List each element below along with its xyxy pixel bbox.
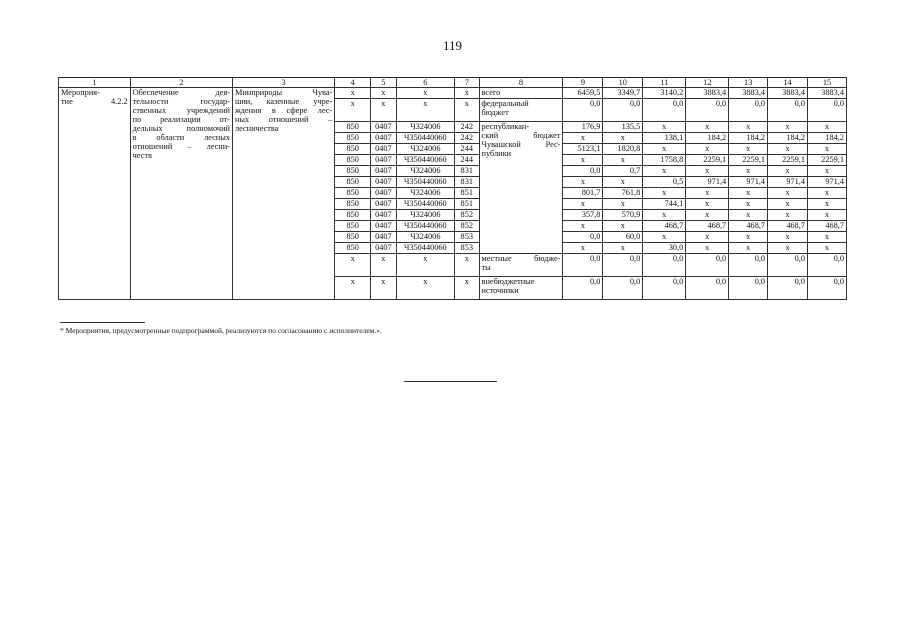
value-cell: 2259,1: [686, 155, 729, 166]
value-cell: 138,1: [643, 133, 686, 144]
code-cell: Ч350440060: [396, 199, 454, 210]
value-cell: 357,8: [563, 210, 603, 221]
code-cell: 0407: [371, 177, 397, 188]
value-cell: 3883,4: [807, 88, 846, 99]
code-cell: x: [396, 254, 454, 277]
value-cell: 1758,8: [643, 155, 686, 166]
code-cell: 850: [335, 166, 371, 177]
value-cell: x: [807, 122, 846, 133]
code-cell: 850: [335, 177, 371, 188]
value-cell: x: [563, 133, 603, 144]
code-cell: 850: [335, 243, 371, 254]
value-cell: 1820,8: [603, 144, 643, 155]
code-cell: 244: [455, 144, 480, 155]
executor-cell-line: Минприроды Чува-: [234, 88, 333, 97]
value-cell: x: [729, 144, 768, 155]
column-number-cell: 5: [371, 78, 397, 88]
value-cell: x: [768, 166, 808, 177]
value-cell: x: [729, 166, 768, 177]
value-cell: x: [729, 188, 768, 199]
column-number-cell: 2: [130, 78, 232, 88]
value-cell: 0,0: [768, 99, 808, 122]
value-cell: 184,2: [686, 133, 729, 144]
code-cell: 0407: [371, 243, 397, 254]
code-cell: 0407: [371, 155, 397, 166]
code-cell: 0407: [371, 166, 397, 177]
value-cell: 0,0: [686, 277, 729, 300]
value-cell: x: [807, 232, 846, 243]
description-cell-line: честв: [132, 151, 152, 160]
value-cell: x: [807, 199, 846, 210]
value-cell: 0,0: [643, 254, 686, 277]
code-cell: 242: [455, 133, 480, 144]
value-cell: 0,0: [643, 277, 686, 300]
footnote-divider: [60, 322, 145, 323]
column-number-cell: 9: [563, 78, 603, 88]
value-cell: x: [643, 166, 686, 177]
code-cell: 850: [335, 232, 371, 243]
value-cell: x: [686, 188, 729, 199]
republic-budget-line: ский бюджет: [481, 131, 561, 140]
code-cell: 853: [455, 232, 480, 243]
source-line: бюджет: [481, 108, 509, 117]
value-cell: x: [563, 155, 603, 166]
code-cell: 0407: [371, 144, 397, 155]
value-cell: 184,2: [768, 133, 808, 144]
value-cell: 3883,4: [729, 88, 768, 99]
table-row: [59, 88, 847, 99]
value-cell: x: [729, 243, 768, 254]
code-cell: 244: [455, 155, 480, 166]
value-cell: 0,0: [563, 99, 603, 122]
value-cell: x: [686, 232, 729, 243]
value-cell: 0,0: [768, 277, 808, 300]
value-cell: 3349,7: [603, 88, 643, 99]
value-cell: x: [686, 243, 729, 254]
value-cell: x: [686, 210, 729, 221]
activity-cell: [59, 88, 131, 300]
value-cell: 0,7: [603, 166, 643, 177]
value-cell: x: [807, 243, 846, 254]
value-cell: x: [807, 188, 846, 199]
value-cell: x: [686, 166, 729, 177]
page-number: 119: [442, 38, 463, 53]
value-cell: 468,7: [686, 221, 729, 232]
code-cell: 850: [335, 122, 371, 133]
code-cell: 850: [335, 210, 371, 221]
code-cell: Ч324006: [396, 144, 454, 155]
code-cell: x: [371, 99, 397, 122]
value-cell: x: [563, 243, 603, 254]
code-cell: Ч350440060: [396, 155, 454, 166]
code-cell: x: [455, 99, 480, 122]
code-cell: 242: [455, 122, 480, 133]
value-cell: x: [768, 199, 808, 210]
source-cell: [479, 277, 563, 300]
executor-cell-line: ждения в сфере лес-: [234, 106, 333, 115]
value-cell: 30,0: [643, 243, 686, 254]
value-cell: x: [643, 122, 686, 133]
code-cell: 851: [455, 188, 480, 199]
value-cell: x: [563, 221, 603, 232]
code-cell: 850: [335, 188, 371, 199]
source-line: ты: [481, 263, 491, 272]
value-cell: 2259,1: [807, 155, 846, 166]
value-cell: x: [686, 144, 729, 155]
activity-cell-line: Мероприя-: [61, 88, 100, 97]
value-cell: 971,4: [686, 177, 729, 188]
value-cell: x: [807, 144, 846, 155]
code-cell: x: [335, 99, 371, 122]
value-cell: x: [807, 166, 846, 177]
value-cell: 0,0: [807, 277, 846, 300]
source-cell: [479, 99, 563, 122]
code-cell: 831: [455, 166, 480, 177]
value-cell: x: [643, 232, 686, 243]
code-cell: Ч350440060: [396, 177, 454, 188]
value-cell: 570,9: [603, 210, 643, 221]
code-cell: 852: [455, 221, 480, 232]
value-cell: 0,0: [686, 99, 729, 122]
code-cell: x: [455, 88, 480, 99]
description-cell-line: Обеспечение дея-: [132, 88, 230, 97]
code-cell: 0407: [371, 232, 397, 243]
value-cell: x: [603, 133, 643, 144]
code-cell: x: [455, 254, 480, 277]
value-cell: x: [768, 210, 808, 221]
value-cell: 468,7: [729, 221, 768, 232]
code-cell: Ч324006: [396, 188, 454, 199]
code-cell: Ч350440060: [396, 243, 454, 254]
code-cell: Ч350440060: [396, 221, 454, 232]
code-cell: 850: [335, 199, 371, 210]
value-cell: 971,4: [729, 177, 768, 188]
value-cell: 3140,2: [643, 88, 686, 99]
column-number-row: [59, 78, 847, 88]
code-cell: 0407: [371, 199, 397, 210]
code-cell: 0407: [371, 122, 397, 133]
value-cell: x: [807, 210, 846, 221]
value-cell: 468,7: [643, 221, 686, 232]
code-cell: x: [396, 99, 454, 122]
column-number-cell: 4: [335, 78, 371, 88]
value-cell: x: [603, 199, 643, 210]
budget-table: [58, 77, 847, 300]
republic-budget-line: Чувашской Рес-: [481, 140, 561, 149]
column-number-cell: 6: [396, 78, 454, 88]
value-cell: 0,0: [643, 99, 686, 122]
value-cell: 0,0: [807, 99, 846, 122]
code-cell: 851: [455, 199, 480, 210]
value-cell: 0,0: [603, 277, 643, 300]
value-cell: x: [729, 199, 768, 210]
value-cell: x: [768, 122, 808, 133]
code-cell: Ч324006: [396, 232, 454, 243]
description-cell-line: в области лесных: [132, 133, 230, 142]
value-cell: x: [768, 144, 808, 155]
executor-cell-line: ных отношений –: [234, 115, 333, 124]
source-cell: всего: [479, 88, 563, 99]
republic-budget-line: республикан-: [481, 122, 530, 131]
column-number-cell: 1: [59, 78, 131, 88]
description-cell-line: тельности государ-: [132, 97, 230, 106]
value-cell: 176,9: [563, 122, 603, 133]
code-cell: x: [455, 277, 480, 300]
value-cell: 0,0: [768, 254, 808, 277]
value-cell: 0,0: [603, 99, 643, 122]
code-cell: x: [335, 277, 371, 300]
code-cell: Ч324006: [396, 166, 454, 177]
value-cell: 0,0: [603, 254, 643, 277]
description-cell-line: ственных учреждений: [132, 106, 230, 115]
value-cell: 744,1: [643, 199, 686, 210]
code-cell: x: [371, 88, 397, 99]
column-number-cell: 13: [729, 78, 768, 88]
code-cell: 0407: [371, 210, 397, 221]
code-cell: 831: [455, 177, 480, 188]
code-cell: x: [396, 88, 454, 99]
end-divider: [404, 381, 497, 382]
value-cell: 0,5: [643, 177, 686, 188]
value-cell: x: [768, 232, 808, 243]
value-cell: x: [643, 210, 686, 221]
value-cell: x: [768, 243, 808, 254]
code-cell: 0407: [371, 133, 397, 144]
value-cell: x: [603, 177, 643, 188]
code-cell: x: [371, 277, 397, 300]
source-cell: [479, 254, 563, 277]
value-cell: 0,0: [563, 277, 603, 300]
column-number-cell: 14: [768, 78, 808, 88]
value-cell: 0,0: [563, 232, 603, 243]
value-cell: 3883,4: [768, 88, 808, 99]
value-cell: 2259,1: [768, 155, 808, 166]
code-cell: 852: [455, 210, 480, 221]
code-cell: 850: [335, 133, 371, 144]
value-cell: x: [563, 199, 603, 210]
source-line: федеральный: [481, 99, 529, 108]
code-cell: 853: [455, 243, 480, 254]
description-cell-line: дельных полномочий: [132, 124, 230, 133]
value-cell: 6459,5: [563, 88, 603, 99]
value-cell: 2259,1: [729, 155, 768, 166]
code-cell: x: [371, 254, 397, 277]
executor-cell: [232, 88, 334, 300]
value-cell: 801,7: [563, 188, 603, 199]
code-cell: 0407: [371, 221, 397, 232]
description-cell-line: отношений – лесни-: [132, 142, 230, 151]
description-cell: [130, 88, 232, 300]
value-cell: 135,5: [603, 122, 643, 133]
value-cell: x: [603, 155, 643, 166]
value-cell: 60,0: [603, 232, 643, 243]
value-cell: 468,7: [807, 221, 846, 232]
value-cell: 0,0: [563, 254, 603, 277]
value-cell: x: [686, 122, 729, 133]
code-cell: 850: [335, 144, 371, 155]
column-number-cell: 8: [479, 78, 563, 88]
value-cell: 0,0: [729, 99, 768, 122]
value-cell: 971,4: [807, 177, 846, 188]
column-number-cell: 12: [686, 78, 729, 88]
value-cell: 0,0: [729, 254, 768, 277]
value-cell: 0,0: [729, 277, 768, 300]
value-cell: x: [603, 243, 643, 254]
column-number-cell: 7: [455, 78, 480, 88]
value-cell: x: [768, 188, 808, 199]
code-cell: x: [335, 88, 371, 99]
code-cell: Ч350440060: [396, 133, 454, 144]
value-cell: x: [686, 199, 729, 210]
executor-cell-line: шии, казенные учре-: [234, 97, 333, 106]
value-cell: 468,7: [768, 221, 808, 232]
footnote: * Мероприятия, предусмотренные подпрограммой, реализуются по согласованию с исполнителем.».: [60, 326, 382, 335]
code-cell: x: [396, 277, 454, 300]
value-cell: x: [643, 188, 686, 199]
value-cell: 184,2: [807, 133, 846, 144]
value-cell: x: [729, 122, 768, 133]
value-cell: x: [643, 144, 686, 155]
column-number-cell: 11: [643, 78, 686, 88]
code-cell: x: [335, 254, 371, 277]
code-cell: 850: [335, 155, 371, 166]
republic-budget-line: публики: [481, 149, 512, 158]
value-cell: x: [603, 221, 643, 232]
code-cell: 0407: [371, 188, 397, 199]
value-cell: x: [729, 232, 768, 243]
column-number-cell: 3: [232, 78, 334, 88]
value-cell: 0,0: [807, 254, 846, 277]
source-line: источники: [481, 286, 519, 295]
source-line: местные бюдже-: [481, 254, 561, 263]
source-line: внебюджетные: [481, 277, 535, 286]
value-cell: 971,4: [768, 177, 808, 188]
executor-cell-line: лесничества: [234, 124, 279, 133]
value-cell: 3883,4: [686, 88, 729, 99]
value-cell: 5123,1: [563, 144, 603, 155]
value-cell: x: [563, 177, 603, 188]
code-cell: Ч324006: [396, 210, 454, 221]
value-cell: 0,0: [563, 166, 603, 177]
republic-budget-cell: [479, 122, 563, 254]
value-cell: 0,0: [686, 254, 729, 277]
column-number-cell: 10: [603, 78, 643, 88]
activity-cell-line: тие 4.2.2: [61, 97, 128, 106]
value-cell: 184,2: [729, 133, 768, 144]
value-cell: 761,8: [603, 188, 643, 199]
column-number-cell: 15: [807, 78, 846, 88]
code-cell: Ч324006: [396, 122, 454, 133]
description-cell-line: по реализации от-: [132, 115, 230, 124]
value-cell: x: [729, 210, 768, 221]
code-cell: 850: [335, 221, 371, 232]
